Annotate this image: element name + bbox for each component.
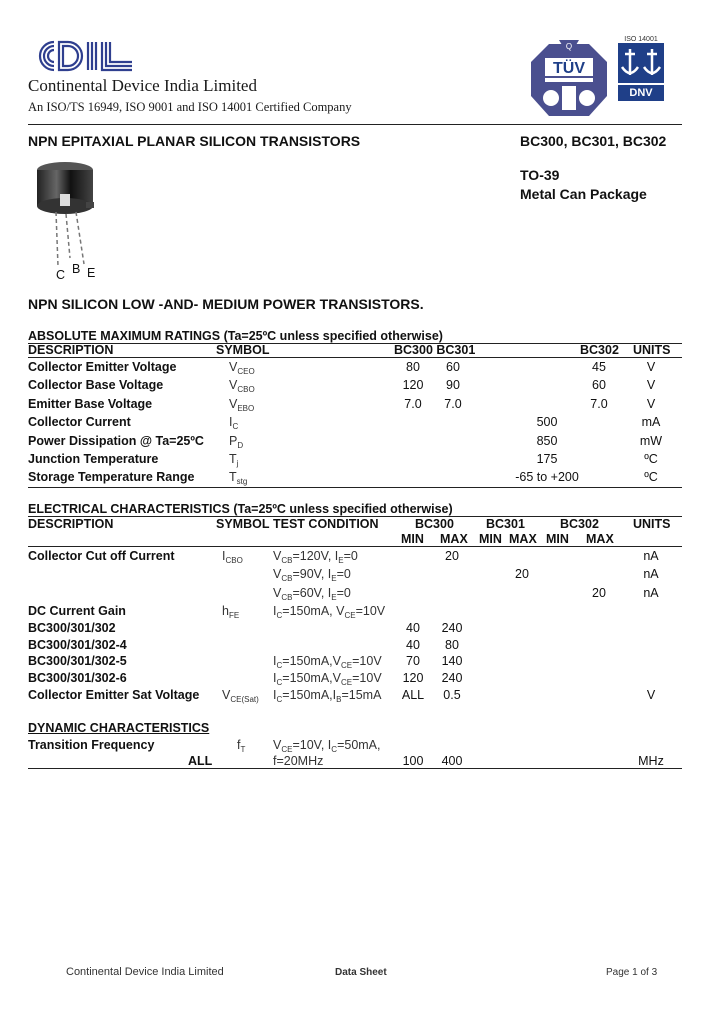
abs-row-symbol: $I_C$ <box>229 415 239 432</box>
abs-max-rule-header <box>28 357 682 358</box>
abs-row-unit: ºC <box>644 452 658 466</box>
elec-col-bc301: BC301 <box>486 517 525 531</box>
tuv-label: TÜV <box>553 60 585 77</box>
elec-row-bc300-min: ALL <box>401 688 425 702</box>
abs-row-description: Collector Emitter Voltage <box>28 360 177 374</box>
elec-bc301-max: MAX <box>509 532 537 546</box>
elec-row-bc300-max: 240 <box>441 621 463 635</box>
company-logo <box>28 34 138 78</box>
abs-col-bc300-bc301: BC300 BC301 <box>394 343 476 357</box>
tuv-badge-icon <box>529 38 609 120</box>
abs-col-description: DESCRIPTION <box>28 343 114 357</box>
dynamic-condition-line2: f=20MHz <box>273 754 324 768</box>
cdil-logo-icon <box>28 34 138 78</box>
elec-bc302-min: MIN <box>546 532 569 546</box>
elec-col-units: UNITS <box>633 517 671 531</box>
footer-company: Continental Device India Limited <box>66 966 224 978</box>
elec-col-test-condition: TEST CONDITION <box>273 517 379 531</box>
elec-row-description: Collector Cut off Current <box>28 549 175 563</box>
elec-row-bc300-min: 70 <box>406 654 420 668</box>
company-name: Continental Device India Limited <box>28 76 257 95</box>
elec-row-unit: nA <box>643 567 659 581</box>
abs-row-description: Junction Temperature <box>28 452 159 466</box>
abs-col-symbol: SYMBOL <box>216 343 270 357</box>
abs-row-bc300: 120 <box>402 378 424 393</box>
elec-rule-header <box>28 546 682 547</box>
iso-14001-label: ISO 14001 <box>624 36 658 43</box>
abs-row-unit: V <box>646 360 656 374</box>
elec-col-description: DESCRIPTION <box>28 517 114 531</box>
svg-text:Q: Q <box>565 42 573 51</box>
abs-row-symbol: $T_j$ <box>229 452 239 468</box>
elec-row-description: BC300/301/302 <box>28 621 116 635</box>
abs-row-bc300: 80 <box>406 360 420 374</box>
elec-row-condition: $I_C=150mA,V_{CE}=10V$ <box>273 671 382 687</box>
dnv-certification-badge <box>618 36 664 110</box>
dynamic-title: DYNAMIC CHARACTERISTICS <box>28 721 210 735</box>
dynamic-min: 100 <box>402 754 424 768</box>
abs-row-symbol: $T_{stg}$ <box>229 470 248 487</box>
elec-bc300-min: MIN <box>401 532 424 546</box>
pin-label-emitter: E <box>87 266 96 280</box>
abs-row-bc301: 90 <box>446 378 460 393</box>
abs-row-bc301: 60 <box>446 360 460 374</box>
abs-row-all: 850 <box>536 433 558 448</box>
abs-row-symbol: $P_D$ <box>229 433 244 450</box>
pin-label-base: B <box>72 262 81 276</box>
elec-row-condition: $I_C=150mA,I_B=15mA$ <box>273 688 382 704</box>
elec-bc300-max: MAX <box>440 532 468 546</box>
elec-row-unit: V <box>646 688 656 702</box>
elec-title: ELECTRICAL CHARACTERISTICS (Ta=25ºC unless specified otherwise) <box>28 502 453 516</box>
abs-row-all: 500 <box>536 415 558 430</box>
abs-col-bc302: BC302 <box>580 343 619 357</box>
footer-page-number: Page 1 of 3 <box>606 967 658 978</box>
elec-row-bc300-max: 240 <box>441 671 463 685</box>
elec-col-symbol: SYMBOL <box>216 517 270 531</box>
elec-row-unit: nA <box>643 586 659 600</box>
abs-row-unit: V <box>646 396 656 411</box>
dynamic-param: Transition Frequency <box>28 738 155 752</box>
abs-row-symbol: $V_{CEO}$ <box>229 360 255 376</box>
abs-row-unit: V <box>646 378 656 393</box>
transistor-can-icon <box>30 158 100 278</box>
abs-row-symbol: $V_{CBO}$ <box>229 378 255 395</box>
pin-label-collector: C <box>56 268 66 282</box>
package-description: Metal Can Package <box>520 186 647 202</box>
abs-row-bc302: 7.0 <box>590 396 608 411</box>
abs-row-bc302: 45 <box>592 360 606 374</box>
abs-col-units: UNITS <box>633 343 671 357</box>
dnv-label: DNV <box>618 85 664 101</box>
elec-row-bc300-max: 20 <box>445 549 459 563</box>
dynamic-scope: ALL <box>188 754 213 768</box>
package-type: TO-39 <box>520 167 560 183</box>
elec-bc302-max: MAX <box>586 532 614 546</box>
footer-doc-type: Data Sheet <box>335 967 387 978</box>
part-numbers: BC300, BC301, BC302 <box>520 133 667 149</box>
elec-row-bc300-min: 120 <box>402 671 424 685</box>
elec-col-bc302: BC302 <box>560 517 599 531</box>
abs-row-unit: ºC <box>644 470 658 485</box>
elec-row-condition: $V_{CB}=60V$, $I_E=0$ <box>273 586 351 602</box>
elec-row-symbol: $I_{CBO}$ <box>222 549 243 565</box>
abs-row-bc302: 60 <box>592 378 606 393</box>
certification-line: An ISO/TS 16949, ISO 9001 and ISO 14001 Certified Company <box>28 100 352 114</box>
abs-max-rule-bottom <box>28 487 682 488</box>
dynamic-max: 400 <box>441 754 463 768</box>
elec-row-condition: $I_C=150mA,V_{CE}=10V$ <box>273 654 382 670</box>
abs-row-unit: mA <box>641 415 661 430</box>
elec-row-bc302-max: 20 <box>592 586 606 600</box>
elec-bc301-min: MIN <box>479 532 502 546</box>
elec-row-condition: $V_{CB}=90V$, $I_E=0$ <box>273 567 351 583</box>
elec-row-condition: $V_{CB}=120V$, $I_E=0$ <box>273 549 358 565</box>
elec-row-symbol: $V_{CE(Sat)}$ <box>222 688 259 704</box>
elec-row-bc300-max: 0.5 <box>443 688 461 702</box>
abs-row-description: Emitter Base Voltage <box>28 396 153 411</box>
elec-row-description: Collector Emitter Sat Voltage <box>28 688 200 702</box>
abs-row-description: Collector Current <box>28 415 131 430</box>
dynamic-symbol: $f_T$ <box>237 738 246 754</box>
abs-max-title: ABSOLUTE MAXIMUM RATINGS (Ta=25ºC unless specified otherwise) <box>28 329 443 343</box>
dynamic-unit: MHz <box>638 754 664 768</box>
elec-row-condition: $I_C=150mA$, $V_{CE}=10V$ <box>273 604 386 620</box>
elec-row-bc300-max: 80 <box>445 638 459 652</box>
elec-row-unit: nA <box>643 549 659 563</box>
abs-row-description: Storage Temperature Range <box>28 470 195 485</box>
product-subtitle: NPN SILICON LOW -AND- MEDIUM POWER TRANSISTORS. <box>28 296 424 312</box>
to39-package-illustration <box>30 158 100 278</box>
anchor-icon <box>618 43 664 83</box>
abs-row-all: -65 to +200 <box>515 470 579 485</box>
elec-row-bc300-max: 140 <box>441 654 463 668</box>
elec-row-bc300-min: 40 <box>406 621 420 635</box>
elec-row-description: BC300/301/302-6 <box>28 671 127 685</box>
abs-row-unit: mW <box>639 433 663 448</box>
abs-row-bc300: 7.0 <box>404 396 422 411</box>
tuv-certification-badge <box>529 38 609 120</box>
elec-row-symbol: $h_{FE}$ <box>222 604 240 620</box>
header-divider <box>28 124 682 125</box>
abs-row-bc301: 7.0 <box>444 396 462 411</box>
abs-row-description: Power Dissipation @ Ta=25ºC <box>28 433 204 448</box>
abs-row-description: Collector Base Voltage <box>28 378 164 393</box>
product-title: NPN EPITAXIAL PLANAR SILICON TRANSISTORS <box>28 133 361 149</box>
elec-row-bc301-max: 20 <box>515 567 529 581</box>
abs-row-all: 175 <box>536 452 558 466</box>
elec-col-bc300: BC300 <box>415 517 454 531</box>
elec-row-description: DC Current Gain <box>28 604 126 618</box>
elec-row-bc300-min: 40 <box>406 638 420 652</box>
dynamic-condition-line1: $V_{CE}=10V$, $I_C=50mA$, <box>273 738 381 754</box>
dynamic-rule-bottom <box>28 768 682 769</box>
elec-row-description: BC300/301/302-4 <box>28 638 127 652</box>
abs-row-symbol: $V_{EBO}$ <box>229 396 255 413</box>
elec-row-description: BC300/301/302-5 <box>28 654 127 668</box>
